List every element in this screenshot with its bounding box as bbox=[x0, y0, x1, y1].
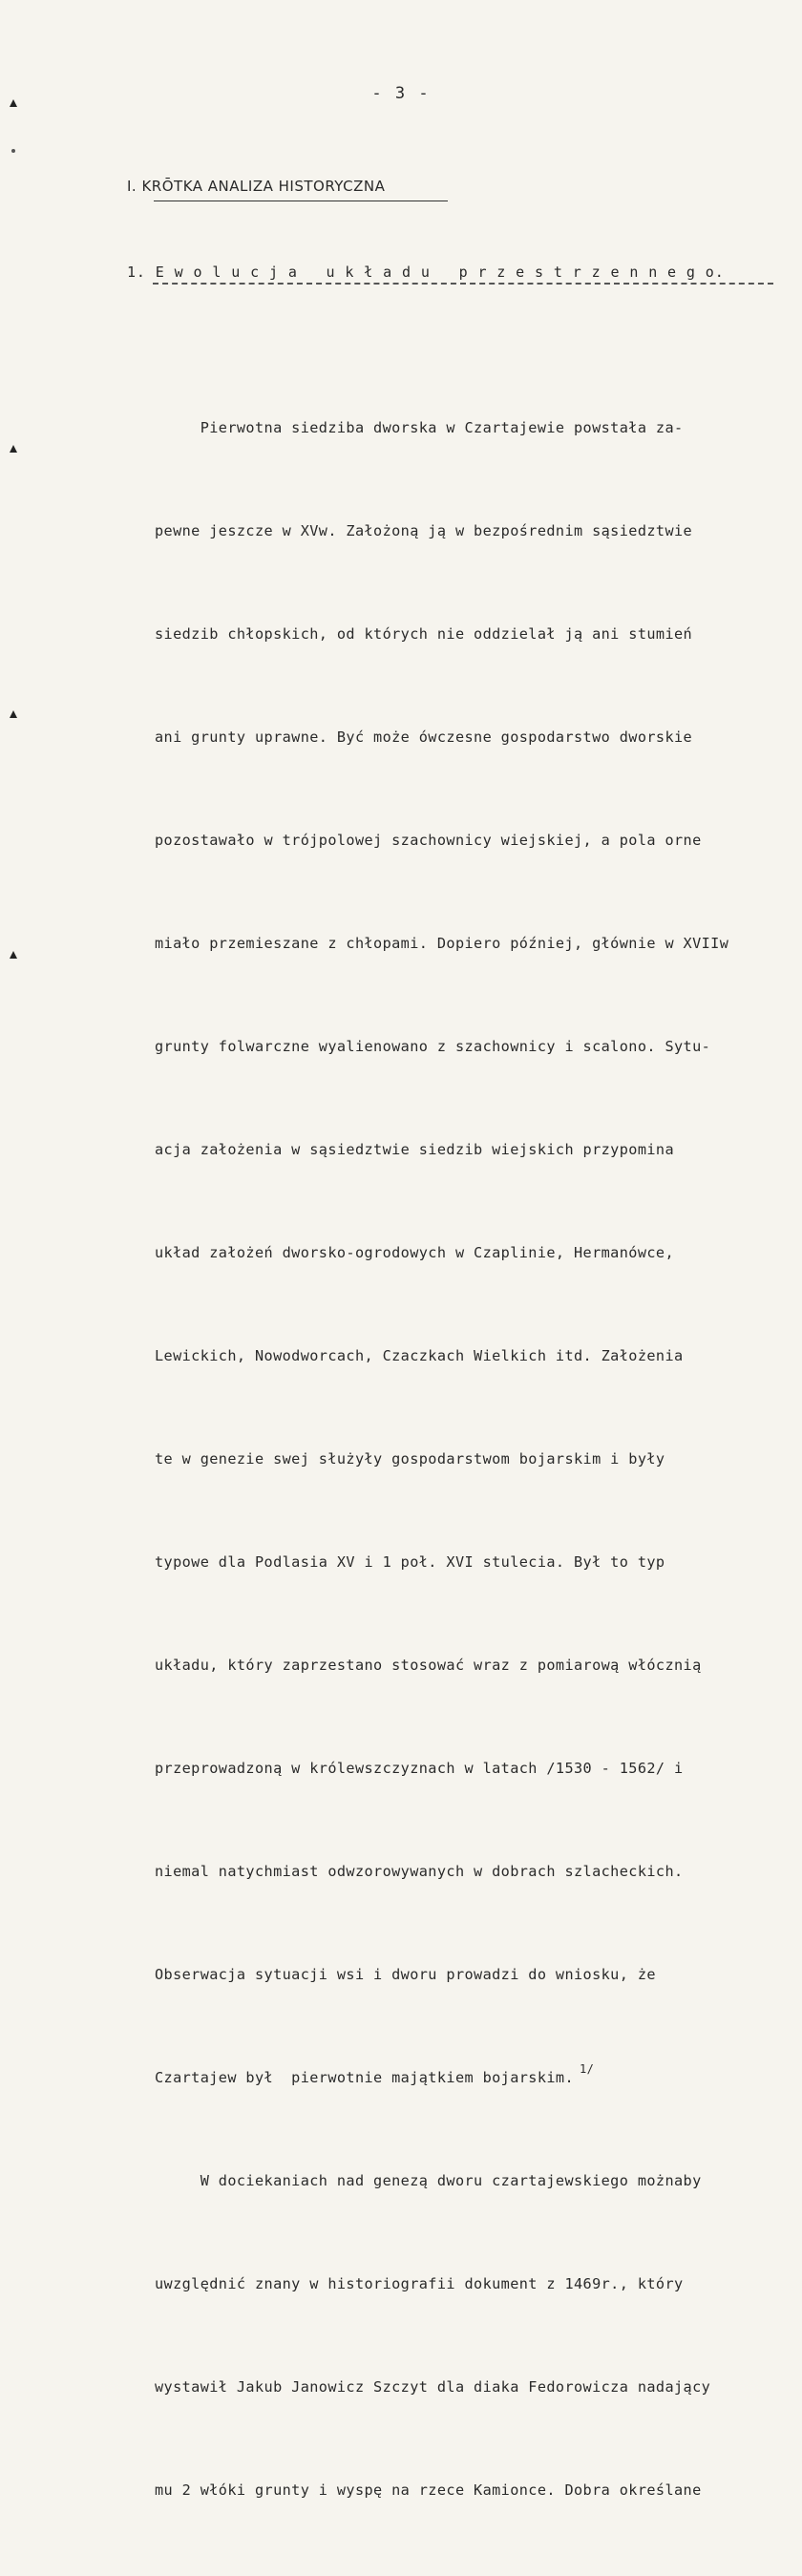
page-number: - 3 - bbox=[371, 84, 431, 103]
section-heading bbox=[127, 178, 448, 201]
text-line: ani grunty uprawne. Być może ówczesne gospodarstwo dworskie bbox=[155, 728, 693, 746]
text-line: uwzględnić znany w historiografii dokument z 1469r., który bbox=[155, 2275, 684, 2292]
footnote-reference: 1/ bbox=[580, 2062, 595, 2076]
margin-mark-icon bbox=[10, 445, 17, 453]
text-line: Czartajew był pierwotnie majątkiem bojarskim. bbox=[155, 2069, 575, 2086]
dashed-underline bbox=[153, 283, 773, 286]
text-line: pozostawało w trójpolowej szachownicy wiejskiej, a pola orne bbox=[155, 832, 702, 849]
text-line: wystawił Jakub Janowicz Szczyt dla diaka Fedorowicza nadający bbox=[155, 2378, 711, 2396]
text-line: typowe dla Podlasia XV i 1 poł. XVI stulecia. Był to typ bbox=[155, 1553, 665, 1571]
text-line: grunty folwarczne wyalienowano z szachownicy i scalono. Sytu- bbox=[155, 1038, 711, 1055]
text-line: miało przemieszane z chłopami. Dopiero później, głównie w XVIIw bbox=[155, 935, 729, 952]
text-line: siedzib chłopskich, od których nie oddzielał ją ani stumień bbox=[155, 625, 693, 643]
body-text bbox=[155, 342, 785, 2576]
text-line: pewne jeszcze w XVw. Założoną ją w bezpośrednim sąsiedztwie bbox=[155, 522, 693, 539]
margin-dot-icon bbox=[11, 149, 15, 153]
text-line: te w genezie swej służyły gospodarstwom bojarskim i były bbox=[155, 1450, 665, 1467]
text-line: Pierwotna siedziba dworska w Czartajewie powstała za- bbox=[155, 419, 684, 436]
subsection-heading: 1. E w o l u c j a u k ł a d u p r z e s t r z e n n e g o. bbox=[127, 264, 725, 281]
text-line: Obserwacja sytuacji wsi i dworu prowadzi do wniosku, że bbox=[155, 1966, 656, 1983]
text-line: układ założeń dworsko-ogrodowych w Czaplinie, Hermanówce, bbox=[155, 1244, 674, 1261]
text-line: niemal natychmiast odwzorowywanych w dobrach szlacheckich. bbox=[155, 1863, 684, 1880]
text-line: Lewickich, Nowodworcach, Czaczkach Wielkich itd. Założenia bbox=[155, 1347, 684, 1364]
text-line: mu 2 włóki grunty i wyspę na rzece Kamionce. Dobra określane bbox=[155, 2481, 702, 2499]
margin-mark-icon bbox=[10, 710, 17, 718]
text-line: acja założenia w sąsiedztwie siedzib wiejskich przypomina bbox=[155, 1141, 674, 1158]
text-line: przeprowadzoną w królewszczyznach w latach /1530 - 1562/ i bbox=[155, 1760, 684, 1777]
section-heading-text: I. KRŌTKA ANALIZA HISTORYCZNA bbox=[127, 178, 386, 195]
text-line: W dociekaniach nad genezą dworu czartajewskiego możnaby bbox=[155, 2172, 702, 2189]
text-line-with-footnote bbox=[155, 2060, 785, 2095]
text-line: układu, który zaprzestano stosować wraz z pomiarową włócznią bbox=[155, 1657, 702, 1674]
margin-mark-icon bbox=[10, 951, 17, 959]
